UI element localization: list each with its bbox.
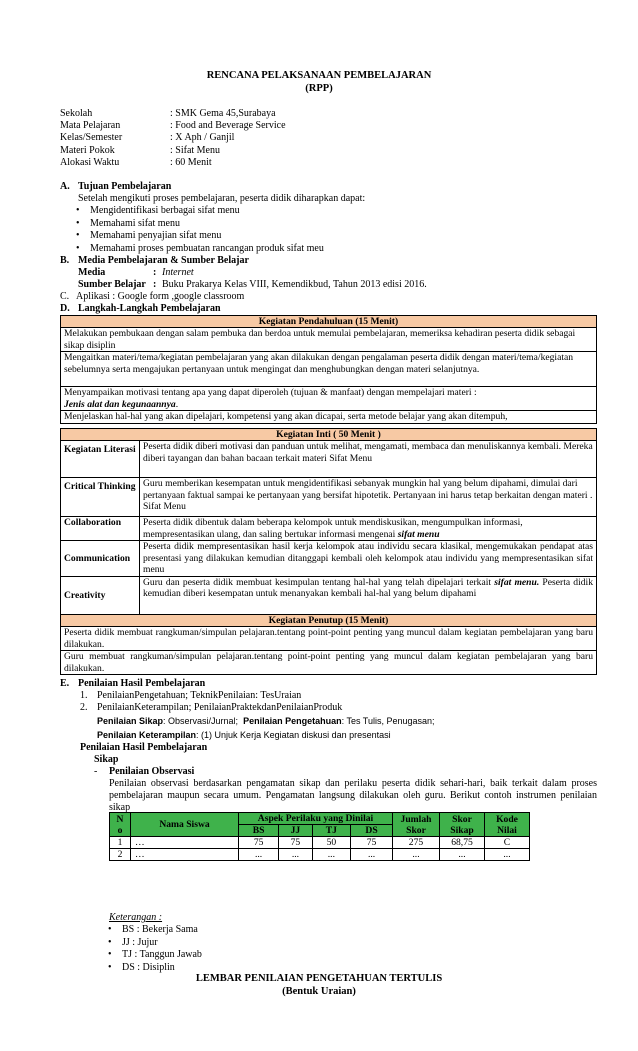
inti-text: Peserta didik mempresentasikan hasil kerja kelompok atau individu secara klasikal, mengemukakan pendapat atas presentasi yang dilakukan kemudian ditanggapi kembali oleh kelompok atau individu yang mempresentasikan sifat menu: [140, 541, 597, 577]
pendahuluan-header: Kegiatan Pendahuluan (15 Menit): [61, 316, 597, 328]
keterampilan-label: Penilaian Keterampilan: [97, 730, 197, 740]
identity-row: Mata Pelajaran : Food and Beverage Service: [60, 120, 286, 132]
inti-label: Communication: [61, 541, 140, 577]
inti-text: Guru dan peserta didik membuat kesimpulan tentang hal-hal yang telah dipelajari terkait: [143, 576, 492, 588]
e-item-text: PenilaianPengetahuan; TeknikPenilaian: TesUraian: [97, 690, 302, 701]
sikap-label: Penilaian Sikap: [97, 716, 164, 726]
table-row: [61, 517, 597, 541]
inti-table: [60, 428, 597, 616]
identity-row: Alokasi Waktu : 60 Menit: [60, 156, 212, 168]
col-header-name: Nama Siswa: [131, 813, 239, 837]
table-row: [61, 441, 597, 478]
keterampilan-line: [97, 729, 391, 741]
table-row: Menjelaskan hal-hal yang akan dipelajari, kompetensi yang akan dicapai, serta metode belajar yang akan ditempuh,: [61, 411, 597, 424]
identity-row: Sekolah : SMK Gema 45,Surabaya: [60, 108, 276, 119]
pengetahuan-label: Penilaian Pengetahuan: [243, 716, 342, 726]
obs-title: Penilaian Observasi: [109, 766, 195, 777]
keterangan-title: Keterangan :: [109, 912, 163, 923]
document-title: RENCANA PELAKSANAAN PEMBELAJARAN: [206, 70, 432, 81]
pengetahuan-value: : Tes Tulis, Penugasan;: [341, 716, 435, 726]
motivasi-topic: Jenis alat dan kegunaannya: [64, 398, 176, 410]
media-value: Internet: [162, 267, 194, 278]
objective-list: [68, 205, 324, 255]
section-e-marker: E.: [60, 678, 70, 689]
section-d-title: Langkah-Langkah Pembelajaran: [78, 303, 221, 314]
obs-text: Penilaian observasi berdasarkan pengamatan sikap dan perilaku peserta didik sehari-hari, baik terkait dalam proses pembelajaran maupun secara umum. Pengamatan langsung dilakukan oleh guru. Berikut contoh instrumen penilaian sikap: [109, 778, 597, 813]
list-item: • Memahami penyajian sifat menu: [68, 230, 324, 243]
section-c-text: Aplikasi : Google form ,google classroom: [76, 291, 245, 302]
list-item: • Mengidentifikasi berbagai sifat menu: [68, 205, 324, 218]
section-a-title: Tujuan Pembelajaran: [78, 181, 172, 192]
list-item: • Memahami sifat menu: [68, 218, 324, 231]
penutup-table: [60, 614, 597, 675]
sumber-label: Sumber Belajar: [78, 279, 146, 290]
sikap-line: [97, 715, 435, 727]
inti-label: Collaboration: [61, 517, 140, 541]
col-header-sikap: Skor Sikap: [440, 813, 485, 837]
section-c-marker: C.: [60, 291, 70, 302]
section-a-marker: A.: [60, 181, 70, 192]
table-row: Peserta didik membuat rangkuman/simpulan pelajaran.tentang point-point penting yang muncul dalam kegiatan pembelajaran yang baru dilakukan.: [61, 627, 597, 651]
table-row: 1 … 75 75 50 75 275 68,75 C: [110, 837, 530, 849]
list-item: • BS : Bekerja Sama: [100, 924, 202, 937]
footer-title: LEMBAR PENILAIAN PENGETAHUAN TERTULIS: [195, 973, 443, 984]
inti-header: Kegiatan Inti ( 50 Menit ): [61, 429, 597, 441]
inti-emph: sifat menu: [397, 528, 440, 540]
section-b-title: Media Pembelajaran & Sumber Belajar: [78, 255, 249, 266]
col-header-no: N o: [110, 813, 131, 837]
table-row: [61, 387, 597, 411]
section-e-title: Penilaian Hasil Pembelajaran: [78, 678, 206, 689]
keterangan-list: [100, 924, 202, 974]
section-a-intro: Setelah mengikuti proses pembelajaran, peserta didik diharapkan dapat:: [78, 193, 366, 204]
table-row: Guru membuat rangkuman/simpulan pelajaran.tentang point-point penting yang muncul dalam kegiatan pembelajaran yang baru dilakukan.: [61, 651, 597, 675]
inti-label: Creativity: [61, 576, 140, 615]
list-item: • TJ : Tanggun Jawab: [100, 949, 202, 962]
identity-row: Materi Pokok : Sifat Menu: [60, 144, 220, 156]
e-item-number: 2.: [80, 702, 88, 713]
motivasi-text: Menyampaikan motivasi tentang apa yang dapat diperoleh (tujuan & manfaat) dengan mempelajari materi :: [64, 387, 477, 398]
penutup-header: Kegiatan Penutup (15 Menit): [61, 615, 597, 627]
table-row: [61, 576, 597, 615]
table-row: Melakukan pembukaan dengan salam pembuka dan berdoa untuk memulai pembelajaran, memeriksa kehadiran peserta didik sebagai sikap disiplin: [61, 328, 597, 352]
score-table: [109, 812, 530, 861]
list-item: • JJ : Jujur: [100, 937, 202, 950]
keterampilan-value: : (1) Unjuk Kerja Kegiatan diskusi dan presentasi: [196, 730, 391, 740]
inti-text-2: Peserta didik kemudian diberi kesempatan untuk menanyakan kembali hal-hal yang belum dipahami: [143, 576, 594, 599]
inti-text: Peserta didik dibentuk dalam beberapa kelompok untuk mendiskusikan, mengumpulkan informasi, mempresentasikan ulang, dan saling bertukar informasi mengenai: [143, 517, 523, 540]
list-item: • Memahami proses pembuatan rancangan produk sifat meu: [68, 243, 324, 256]
sumber-value: Buku Prakarya Kelas VIII, Kemendikbud, Tahun 2013 edisi 2016.: [162, 279, 427, 290]
pendahuluan-table: [60, 315, 597, 424]
col-header-tj: TJ: [312, 825, 350, 837]
col-header-jumlah: Jumlah Skor: [393, 813, 440, 837]
e-item-text: PenilaianKeterampilan; PenilaianPraktekdanPenilaianProduk: [97, 702, 343, 713]
media-label: Media: [78, 267, 106, 278]
col-header-jj: JJ: [279, 825, 312, 837]
inti-text: Guru memberikan kesempatan untuk mengidentifikasi sebanyak mungkin hal yang belum dipahami, dimulai dari pertanyaan faktual sampai ke pertanyaan yang bersifat hipotetik. Pertanyaan ini harus tetap berkaitan dengan materi . Sifat Menu: [140, 478, 597, 517]
e-item-number: 1.: [80, 690, 88, 701]
inti-label: Kegiatan Literasi: [61, 441, 140, 478]
motivasi-end: .: [175, 398, 179, 410]
table-row: [61, 541, 597, 577]
sumber-sep: :: [153, 279, 157, 290]
col-header-aspect: Aspek Perilaku yang Dinilai: [239, 813, 393, 825]
list-item: • DS : Disiplin: [100, 962, 202, 975]
col-header-ds: DS: [351, 825, 393, 837]
footer-subtitle: (Bentuk Uraian): [282, 986, 356, 997]
inti-text: Peserta didik diberi motivasi dan panduan untuk melihat, mengamati, membaca dan menuliskannya kembali. Mereka diberi tayangan dan bahan bacaan terkait materi Sifat Menu: [140, 441, 597, 478]
inti-label: Critical Thinking: [61, 478, 140, 517]
table-row: Mengaitkan materi/tema/kegiatan pembelajaran yang akan dilakukan dengan pengalaman peserta didik dengan materi/tema/kegiatan sebelumnya serta mengajukan pertanyaan untuk mengingat dan menghubungkan dengan materi selanjutnya.: [61, 352, 597, 387]
identity-row: Kelas/Semester : X Aph / Ganjil: [60, 132, 235, 144]
table-row: 2 … ... ... ... ... ... ... ...: [110, 849, 530, 861]
sikap-title: Sikap: [94, 754, 119, 765]
sikap-value: : Observasi/Jurnal;: [163, 716, 239, 726]
col-header-kode: Kode Nilai: [485, 813, 530, 837]
section-d-marker: D.: [60, 303, 70, 314]
obs-marker: -: [94, 766, 98, 777]
section-b-marker: B.: [60, 255, 70, 266]
media-sep: :: [153, 267, 157, 278]
document-subtitle: (RPP): [305, 83, 333, 94]
table-row: [61, 478, 597, 517]
hasil-title: Penilaian Hasil Pembelajaran: [80, 742, 208, 753]
col-header-bs: BS: [239, 825, 279, 837]
inti-emph: sifat menu.: [494, 576, 540, 588]
identity-table: [60, 108, 286, 169]
